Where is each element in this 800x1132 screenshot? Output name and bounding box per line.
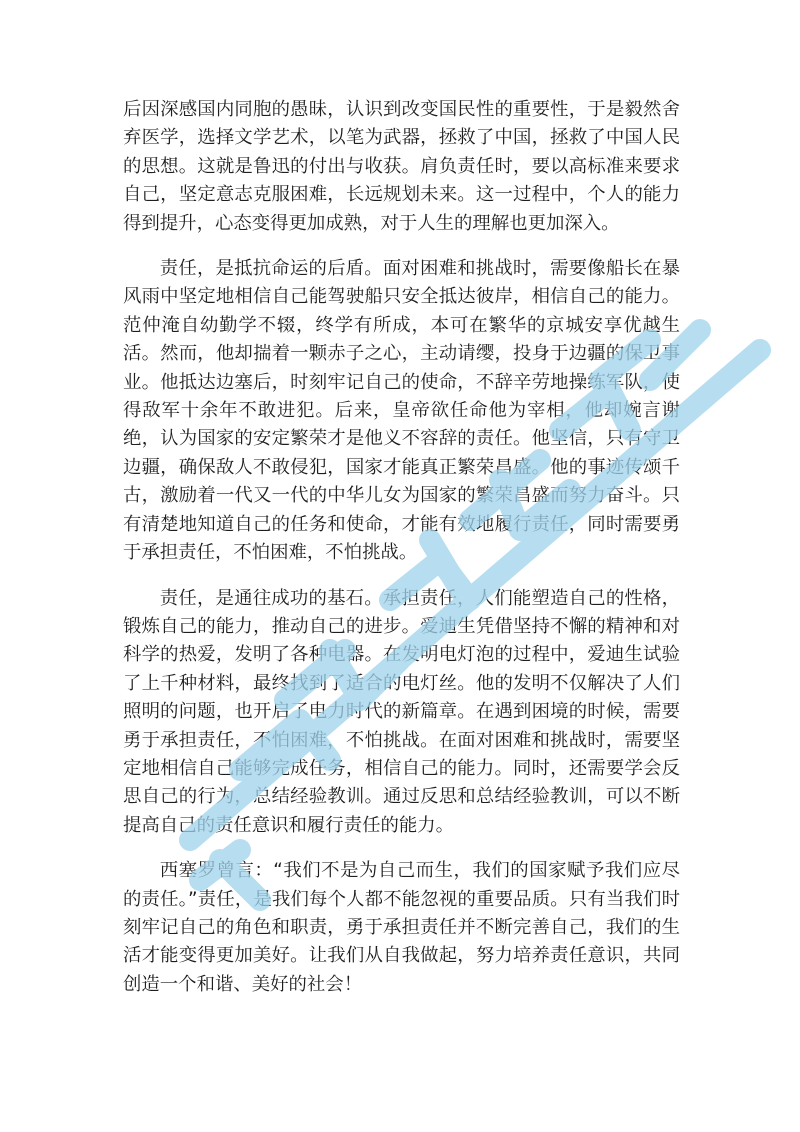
paragraph-2: 责任，是抵抗命运的后盾。面对困难和挑战时，需要像船长在暴风雨中坚定地相信自己能驾驶船只安全抵达彼岸，相信自己的能力。范仲淹自幼勤学不辍，终学有所成，本可在繁华的京城安享优越生活。然而，他却揣着一颗赤子之心，主动请缨，投身于边疆的保卫事业。他抵达边塞后，时刻牢记自己的使命，不辞辛劳地操练军队，使得敌军十余年不敢进犯。后来，皇帝欲任命他为宰相，他却婉言谢绝，认为国家的安定繁荣才是他义不容辞的责任。他坚信，只有守卫边疆，确保敌人不敢侵犯，国家才能真正繁荣昌盛。他的事迹传颂千古，激励着一代又一代的中华儿女为国家的繁荣昌盛而努力奋斗。只有清楚地知道自己的任务和使命，才能有效地履行责任，同时需要勇于承担责任，不怕困难，不怕挑战。 (123, 258, 680, 564)
paragraph-3: 责任，是通往成功的基石。承担责任，人们能塑造自己的性格，锻炼自己的能力，推动自己的进步。爱迪生凭借坚持不懈的精神和对科学的热爱，发明了各种电器。在发明电灯泡的过程中，爱迪生试验了上千种材料，最终找到了适合的电灯丝。他的发明不仅解决了人们照明的问题，也开启了电力时代的新篇章。在遇到困境的时候，需要勇于承担责任，不怕困难，不怕挑战。在面对困难和挑战时，需要坚定地相信自己能够完成任务，相信自己的能力。同时，还需要学会反思自己的行为，总结经验教训。通过反思和总结经验教训，可以不断提高自己的责任意识和履行责任的能力。 (123, 587, 680, 836)
document-body (123, 96, 680, 1016)
paragraph-4: 西塞罗曾言：“我们不是为自己而生，我们的国家赋予我们应尽的责任。”责任，是我们每个人都不能忽视的重要品质。只有当我们时刻牢记自己的角色和职责，勇于承担责任并不断完善自己，我们的生活才能变得更加美好。让我们从自我做起，努力培养责任意识，共同创造一个和谐、美好的社会！ (123, 860, 680, 995)
paragraph-1: 后因深感国内同胞的愚昧，认识到改变国民性的重要性，于是毅然舍弃医学，选择文学艺术，以笔为武器，拯救了中国，拯救了中国人民的思想。这就是鲁迅的付出与收获。肩负责任时，要以高标准来要求自己，坚定意志克服困难，长远规划未来。这一过程中，个人的能力得到提升，心态变得更加成熟，对于人生的理解也更加深入。 (123, 99, 680, 234)
